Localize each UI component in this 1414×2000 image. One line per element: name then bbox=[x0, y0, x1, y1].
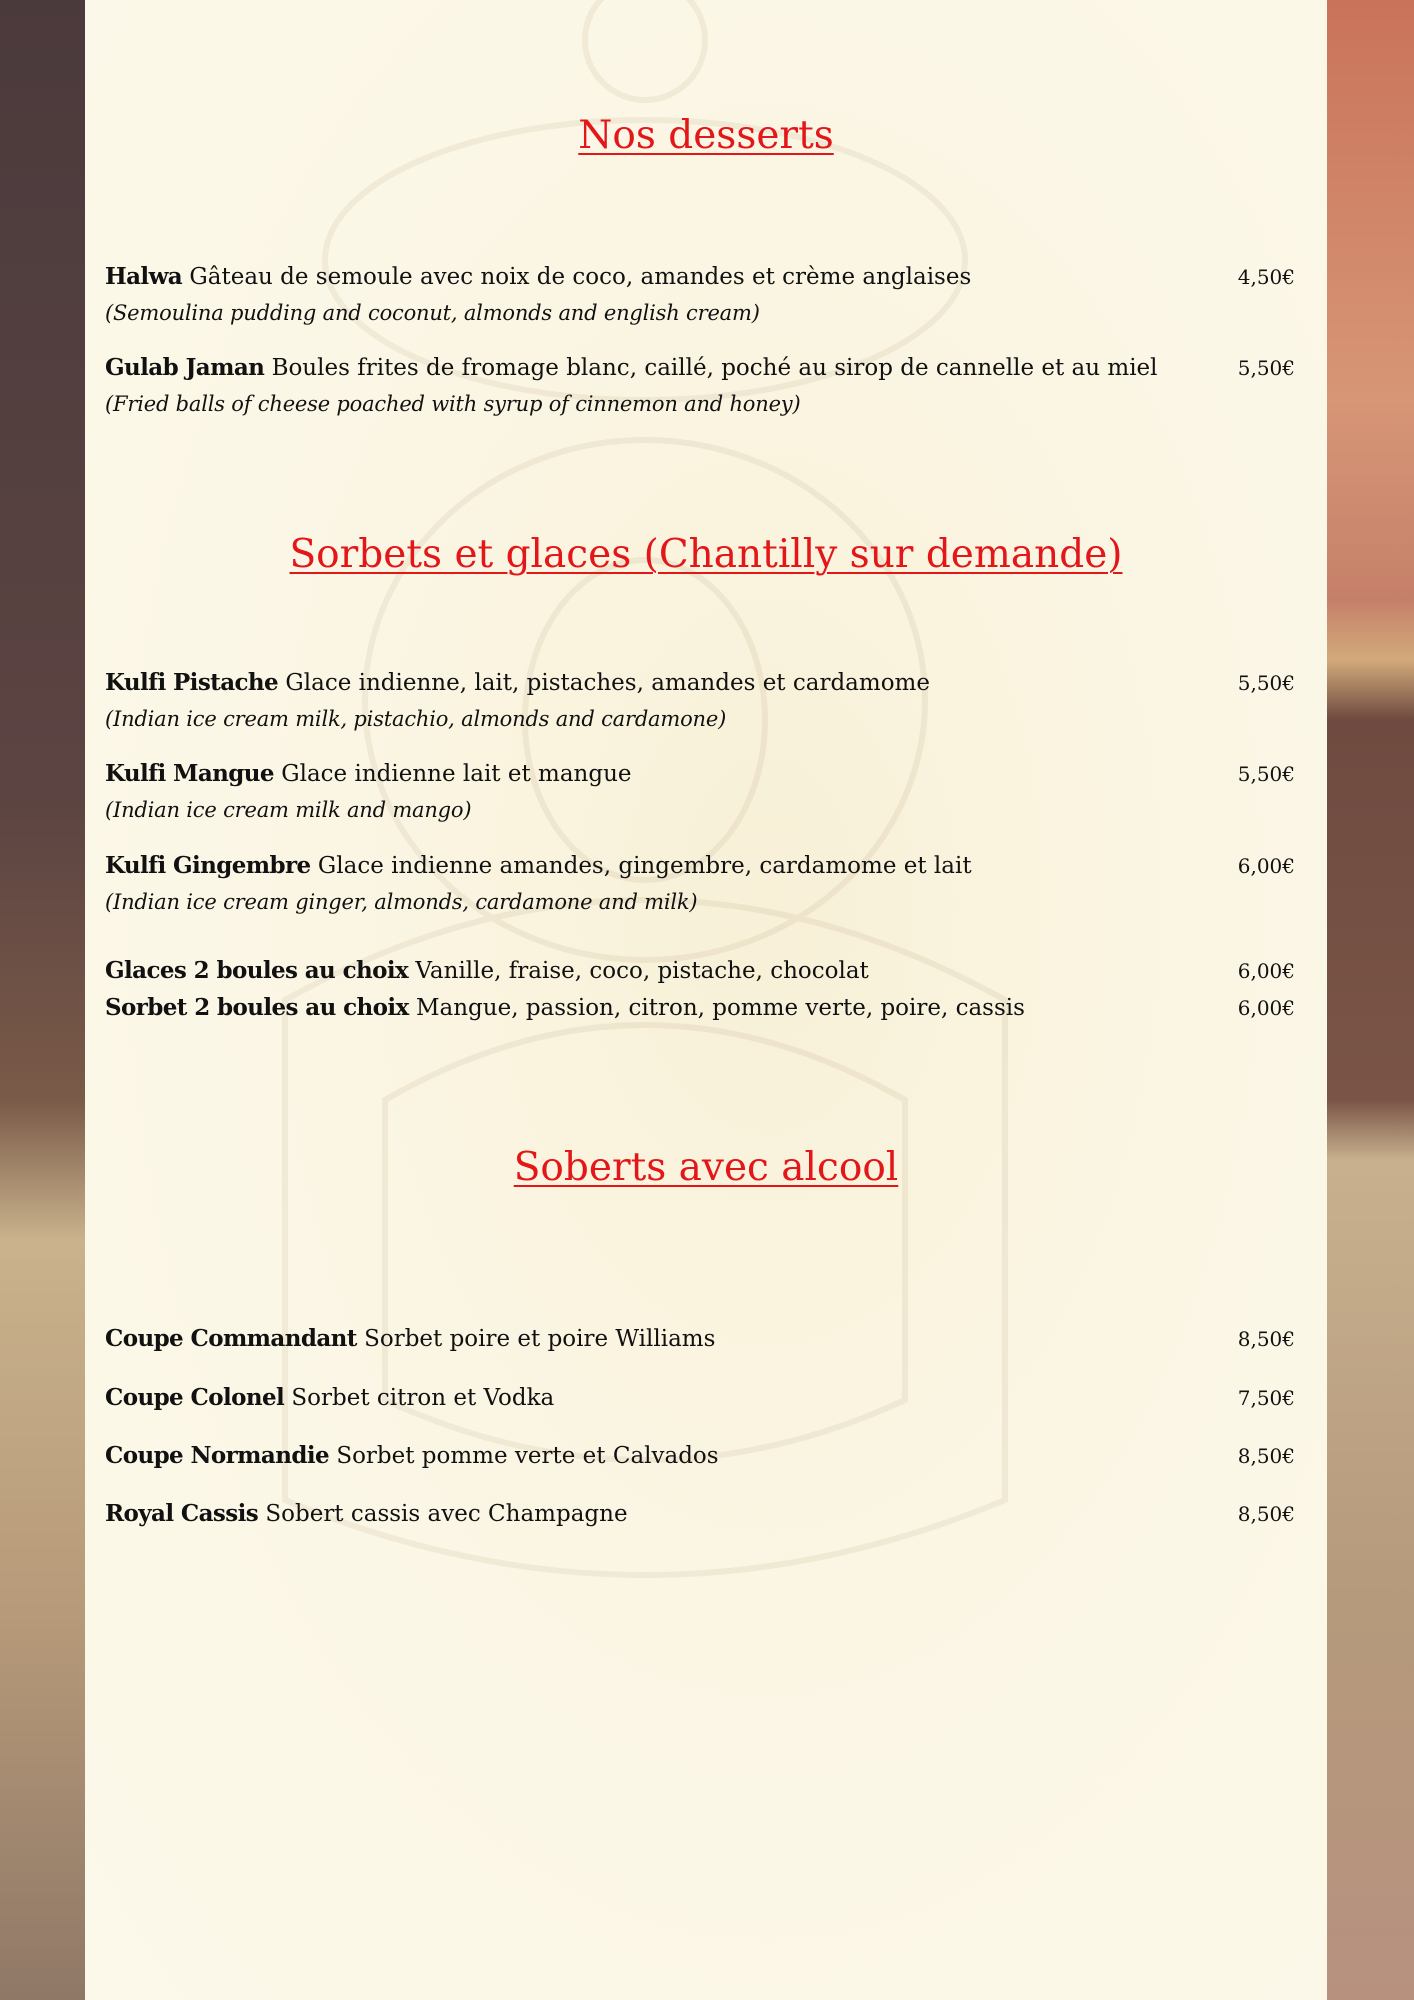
item-english-description: (Indian ice cream milk, pistachio, almonds and cardamone) bbox=[105, 707, 727, 731]
item-name: Coupe Colonel bbox=[105, 1384, 285, 1411]
menu-item-kulfi-mangue bbox=[105, 759, 1295, 825]
item-description: Sorbet pomme verte et Calvados bbox=[336, 1443, 719, 1469]
item-name: Glaces 2 boules au choix bbox=[105, 957, 409, 984]
item-description: Gâteau de semoule avec noix de coco, amandes et crème anglaises bbox=[189, 264, 972, 290]
item-description: Glace indienne, lait, pistaches, amandes et cardamome bbox=[285, 670, 930, 696]
item-description: Vanille, fraise, coco, pistache, chocolat bbox=[415, 958, 869, 984]
section-title-sorbets-et-glaces: Sorbets et glaces (Chantilly sur demande) bbox=[289, 532, 1123, 577]
item-price: 4,50€ bbox=[1237, 265, 1295, 289]
item-name: Kulfi Mangue bbox=[105, 760, 274, 787]
section-title-nos-desserts: Nos desserts bbox=[578, 113, 834, 158]
item-price: 6,00€ bbox=[1237, 959, 1295, 983]
item-name: Kulfi Gingembre bbox=[105, 852, 311, 879]
menu-item-coupe-normandie bbox=[105, 1441, 1295, 1471]
item-description: Sorbet poire et poire Williams bbox=[364, 1326, 716, 1352]
item-price: 8,50€ bbox=[1237, 1444, 1295, 1468]
item-name: Coupe Normandie bbox=[105, 1442, 329, 1469]
menu-item-kulfi-gingembre bbox=[105, 851, 1295, 917]
item-price: 5,50€ bbox=[1237, 762, 1295, 786]
item-description: Boules frites de fromage blanc, caillé, poché au sirop de cannelle et au miel bbox=[271, 355, 1158, 381]
item-description: Sorbet citron et Vodka bbox=[291, 1385, 555, 1411]
item-name: Gulab Jaman bbox=[105, 354, 265, 381]
item-description: Sobert cassis avec Champagne bbox=[265, 1501, 628, 1527]
item-english-description: (Semoulina pudding and coconut, almonds and english cream) bbox=[105, 301, 760, 325]
item-name: Coupe Commandant bbox=[105, 1325, 357, 1352]
menu-item-coupe-colonel bbox=[105, 1383, 1295, 1413]
item-name: Kulfi Pistache bbox=[105, 669, 279, 696]
menu-item-royal-cassis bbox=[105, 1499, 1295, 1529]
item-name: Halwa bbox=[105, 263, 183, 290]
item-price: 7,50€ bbox=[1237, 1386, 1295, 1410]
item-english-description: (Indian ice cream ginger, almonds, cardamone and milk) bbox=[105, 890, 698, 914]
menu-item-kulfi-pistache bbox=[105, 668, 1295, 734]
section-title-soberts-avec-alcool: Soberts avec alcool bbox=[513, 1145, 899, 1190]
right-background-strip bbox=[1327, 0, 1414, 2000]
item-english-description: (Indian ice cream milk and mango) bbox=[105, 798, 472, 822]
menu-item-sorbet-2-boules bbox=[105, 993, 1295, 1023]
item-english-description: (Fried balls of cheese poached with syrup of cinnemon and honey) bbox=[105, 392, 801, 416]
menu-item-gulab-jaman bbox=[105, 353, 1295, 419]
item-name: Royal Cassis bbox=[105, 1500, 259, 1527]
item-description: Mangue, passion, citron, pomme verte, poire, cassis bbox=[415, 995, 1025, 1021]
item-price: 6,00€ bbox=[1237, 854, 1295, 878]
item-description: Glace indienne amandes, gingembre, cardamome et lait bbox=[317, 853, 972, 879]
item-price: 5,50€ bbox=[1237, 671, 1295, 695]
item-price: 5,50€ bbox=[1237, 356, 1295, 380]
menu-item-halwa bbox=[105, 262, 1295, 328]
menu-item-glaces-2-boules bbox=[105, 956, 1295, 986]
left-background-strip bbox=[0, 0, 85, 2000]
item-price: 6,00€ bbox=[1237, 996, 1295, 1020]
item-description: Glace indienne lait et mangue bbox=[281, 761, 632, 787]
item-name: Sorbet 2 boules au choix bbox=[105, 994, 409, 1021]
item-price: 8,50€ bbox=[1237, 1502, 1295, 1526]
menu-item-coupe-commandant bbox=[105, 1324, 1295, 1354]
item-price: 8,50€ bbox=[1237, 1327, 1295, 1351]
